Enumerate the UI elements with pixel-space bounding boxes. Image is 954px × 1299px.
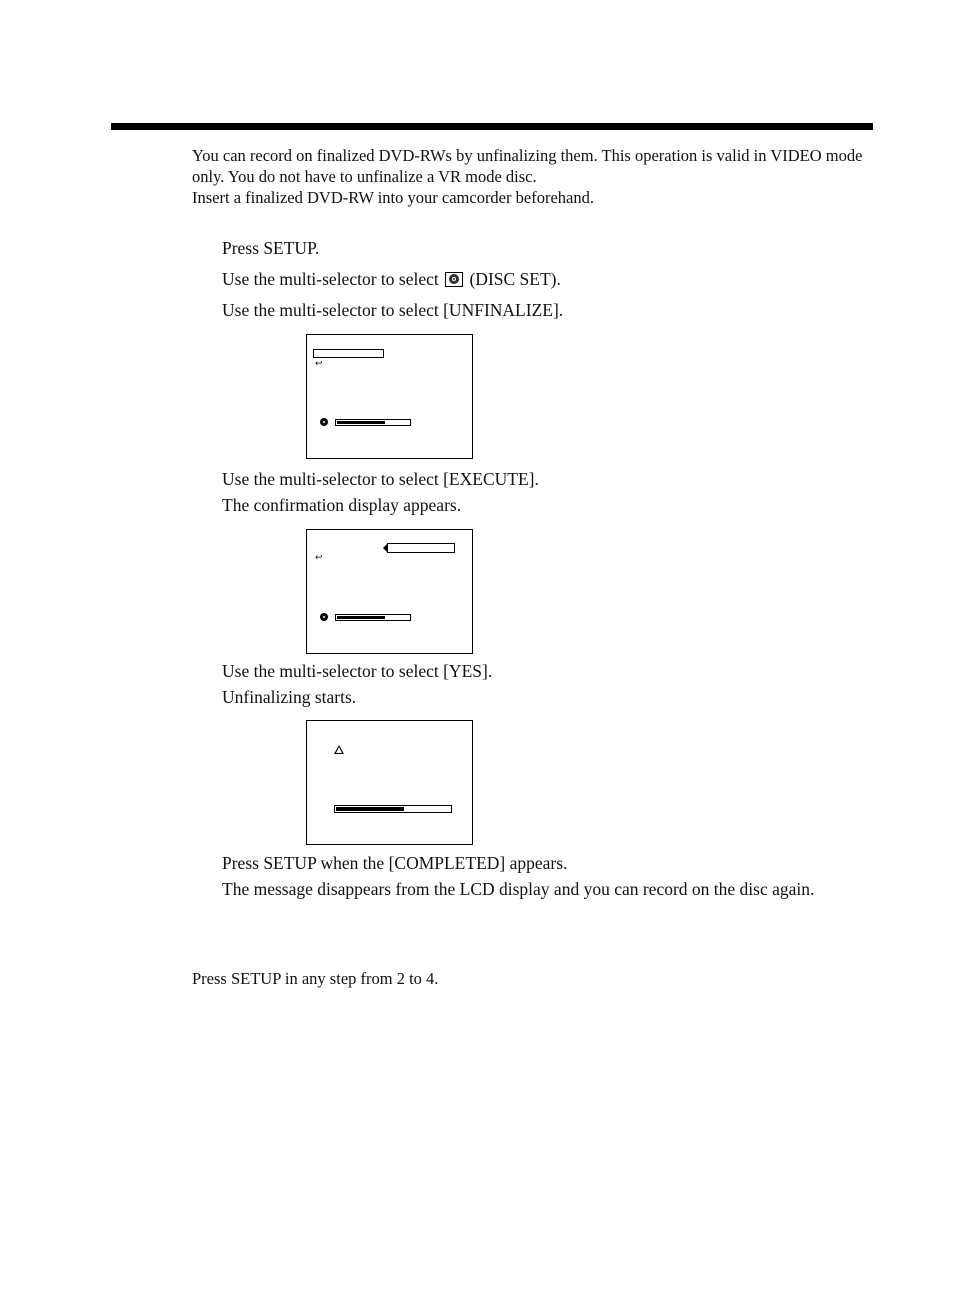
- section-rule: [111, 123, 873, 130]
- step-2: [222, 268, 872, 291]
- step-3: Use the multi-selector to select [UNFINALIZE].: [222, 300, 564, 320]
- return-icon: ↩: [315, 553, 323, 563]
- step-4: Use the multi-selector to select [EXECUTE].: [222, 469, 539, 489]
- menu-highlight-bar: [313, 349, 384, 358]
- unfinalize-progress-bar: [334, 805, 452, 813]
- lcd-screen-progress: [306, 720, 473, 845]
- disc-capacity-bar: [335, 419, 411, 426]
- intro-paragraph: You can record on finalized DVD-RWs by unfinalizing them. This operation is valid in VIDEO mode only. You do not have to unfinalize a VR mode disc.: [192, 146, 863, 186]
- disc-icon: [320, 613, 328, 621]
- step-6-result: The message disappears from the LCD display and you can record on the disc again.: [222, 879, 815, 899]
- unfinalize-progress-fill: [336, 807, 404, 811]
- step-5-result: Unfinalizing starts.: [222, 687, 357, 707]
- disc-capacity-fill: [337, 421, 385, 424]
- disc-set-icon: [445, 272, 463, 287]
- disc-capacity-bar: [335, 614, 411, 621]
- step-5: Use the multi-selector to select [YES].: [222, 661, 493, 681]
- disc-icon: [320, 418, 328, 426]
- step-4-result: The confirmation display appears.: [222, 495, 462, 515]
- step-6: Press SETUP when the [COMPLETED] appears.: [222, 853, 568, 873]
- return-icon: ↩: [315, 359, 323, 369]
- disc-capacity-fill: [337, 616, 385, 619]
- step-2-text-after: (DISC SET).: [469, 269, 561, 289]
- step-1: Press SETUP.: [222, 238, 320, 258]
- cancel-note: Press SETUP in any step from 2 to 4.: [192, 969, 439, 988]
- intro-instruction: Insert a finalized DVD-RW into your camcorder beforehand.: [192, 188, 594, 207]
- lcd-screen-unfinalize: [306, 334, 473, 459]
- warning-icon: [334, 745, 344, 754]
- step-2-text-before: Use the multi-selector to select: [222, 269, 439, 289]
- submenu-highlight-bar: [387, 543, 455, 553]
- intro-text: [192, 145, 872, 208]
- lcd-screen-execute: [306, 529, 473, 654]
